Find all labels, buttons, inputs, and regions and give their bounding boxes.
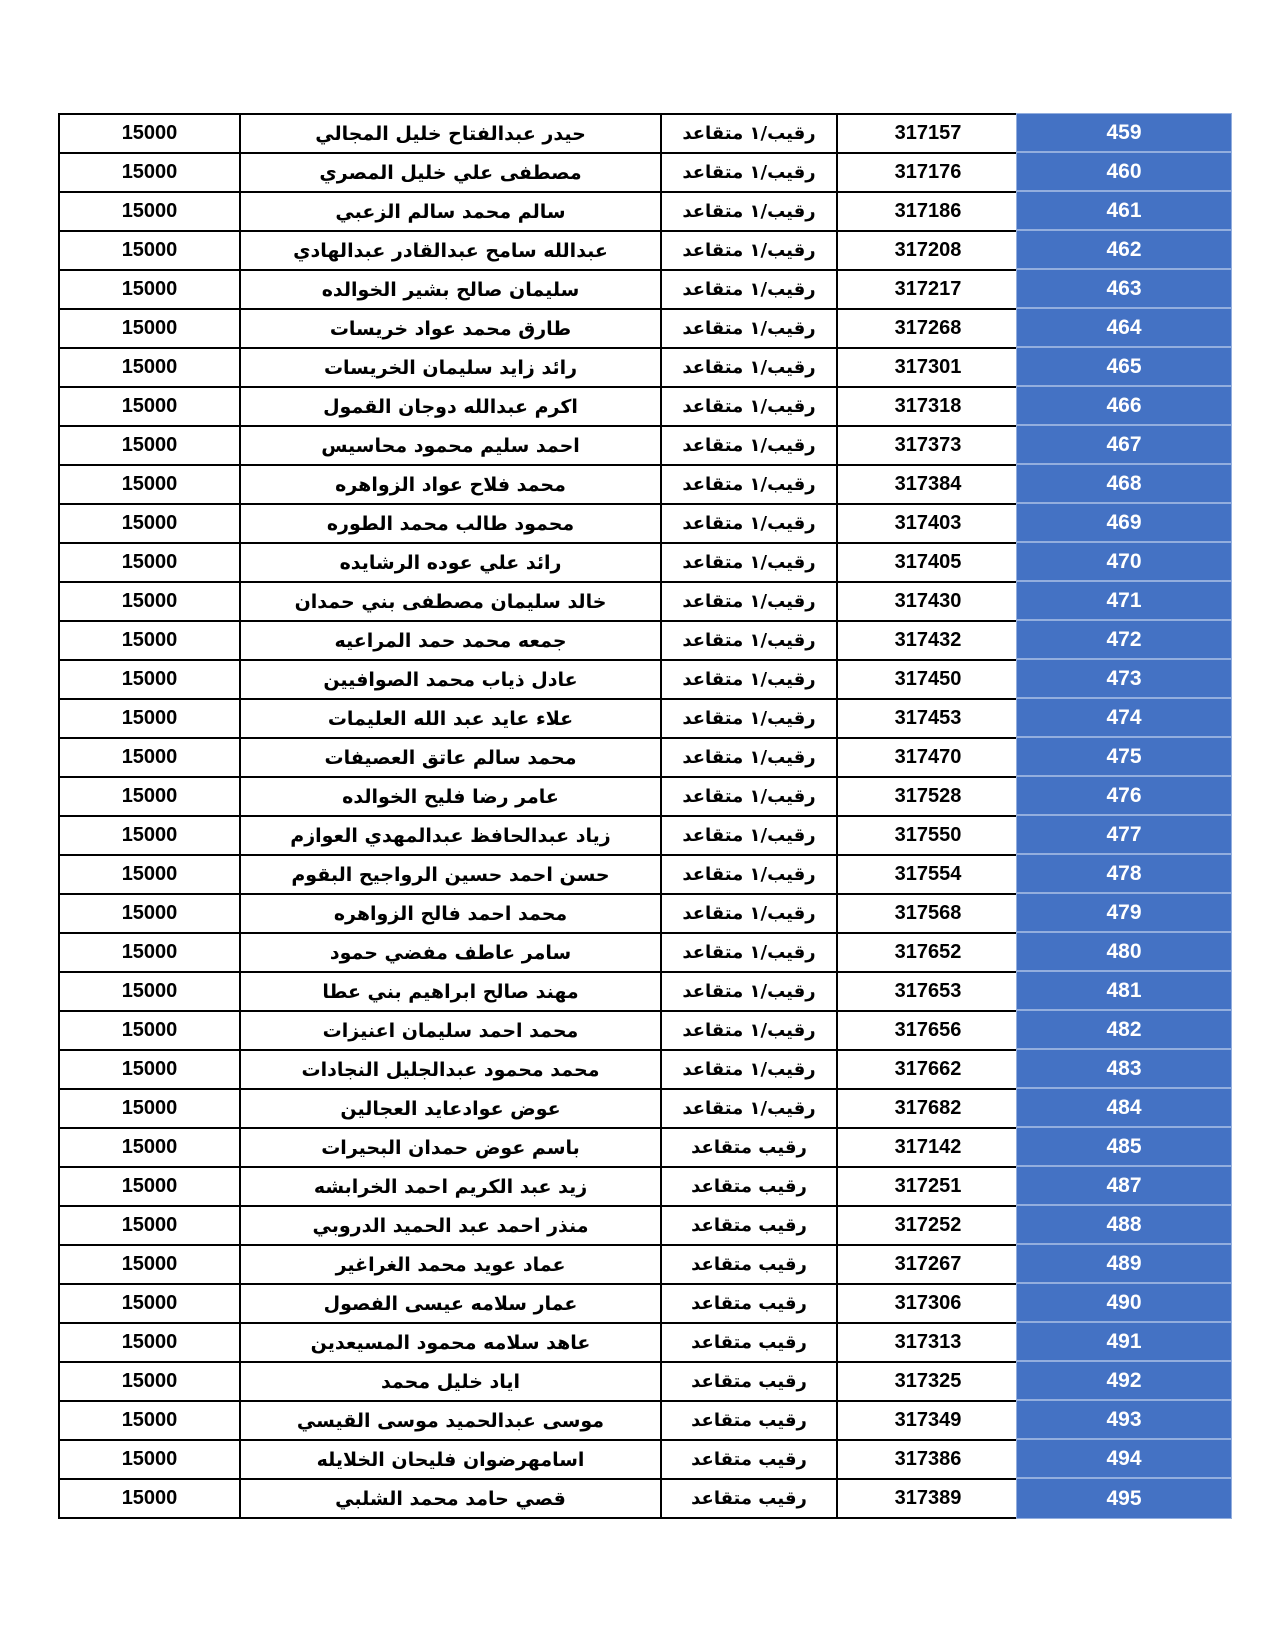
- rank-cell: رقيب متقاعد: [661, 1206, 837, 1245]
- index-cell: 474: [1017, 699, 1231, 738]
- amount-cell: 15000: [59, 1245, 240, 1284]
- name-cell: سامر عاطف مفضي حمود: [240, 933, 661, 972]
- index-cell: 472: [1017, 621, 1231, 660]
- amount-cell: 15000: [59, 582, 240, 621]
- index-cell: 485: [1017, 1128, 1231, 1167]
- table-row: [59, 972, 1019, 1011]
- table-row: [59, 309, 1019, 348]
- rank-cell: رقيب/١ متقاعد: [661, 855, 837, 894]
- index-cell: 483: [1017, 1050, 1231, 1089]
- index-column: [1016, 113, 1232, 1519]
- name-cell: اكرم عبدالله دوجان القمول: [240, 387, 661, 426]
- name-cell: محمد احمد فالح الزواهره: [240, 894, 661, 933]
- amount-cell: 15000: [59, 348, 240, 387]
- amount-cell: 15000: [59, 504, 240, 543]
- name-cell: مصطفى علي خليل المصري: [240, 153, 661, 192]
- index-cell: 489: [1017, 1245, 1231, 1284]
- serial-cell: 317157: [837, 114, 1019, 153]
- amount-cell: 15000: [59, 660, 240, 699]
- name-cell: مهند صالح ابراهيم بني عطا: [240, 972, 661, 1011]
- amount-cell: 15000: [59, 153, 240, 192]
- name-cell: باسم عوض حمدان البحيرات: [240, 1128, 661, 1167]
- serial-cell: 317268: [837, 309, 1019, 348]
- serial-cell: 317318: [837, 387, 1019, 426]
- table-row: [59, 1323, 1019, 1362]
- table-row: [59, 192, 1019, 231]
- rank-cell: رقيب/١ متقاعد: [661, 114, 837, 153]
- amount-cell: 15000: [59, 1479, 240, 1518]
- rank-cell: رقيب/١ متقاعد: [661, 465, 837, 504]
- table-row: [59, 465, 1019, 504]
- index-cell: 494: [1017, 1440, 1231, 1479]
- serial-cell: 317325: [837, 1362, 1019, 1401]
- table-row: [59, 114, 1019, 153]
- amount-cell: 15000: [59, 231, 240, 270]
- table-row: [59, 387, 1019, 426]
- amount-cell: 15000: [59, 114, 240, 153]
- amount-cell: 15000: [59, 1167, 240, 1206]
- index-cell: 488: [1017, 1206, 1231, 1245]
- rank-cell: رقيب/١ متقاعد: [661, 1011, 837, 1050]
- rank-cell: رقيب/١ متقاعد: [661, 699, 837, 738]
- amount-cell: 15000: [59, 972, 240, 1011]
- serial-cell: 317528: [837, 777, 1019, 816]
- rank-cell: رقيب متقاعد: [661, 1440, 837, 1479]
- amount-cell: 15000: [59, 621, 240, 660]
- table-row: [59, 1479, 1019, 1518]
- serial-cell: 317568: [837, 894, 1019, 933]
- serial-cell: 317251: [837, 1167, 1019, 1206]
- amount-cell: 15000: [59, 387, 240, 426]
- index-cell: 477: [1017, 816, 1231, 855]
- index-cell: 478: [1017, 855, 1231, 894]
- serial-cell: 317652: [837, 933, 1019, 972]
- rank-cell: رقيب متقاعد: [661, 1362, 837, 1401]
- table-row: [59, 621, 1019, 660]
- index-cell: 482: [1017, 1011, 1231, 1050]
- name-cell: زيد عبد الكريم احمد الخرابشه: [240, 1167, 661, 1206]
- amount-cell: 15000: [59, 1440, 240, 1479]
- index-cell: 463: [1017, 270, 1231, 309]
- rank-cell: رقيب/١ متقاعد: [661, 153, 837, 192]
- name-cell: عمار سلامه عيسى الفصول: [240, 1284, 661, 1323]
- table-row: [59, 660, 1019, 699]
- index-cell: 465: [1017, 348, 1231, 387]
- table-row: [59, 153, 1019, 192]
- index-cell: 479: [1017, 894, 1231, 933]
- name-cell: احمد سليم محمود محاسيس: [240, 426, 661, 465]
- serial-cell: 317186: [837, 192, 1019, 231]
- serial-cell: 317349: [837, 1401, 1019, 1440]
- serial-cell: 317373: [837, 426, 1019, 465]
- serial-cell: 317450: [837, 660, 1019, 699]
- index-cell: 480: [1017, 933, 1231, 972]
- index-cell: 466: [1017, 387, 1231, 426]
- serial-cell: 317405: [837, 543, 1019, 582]
- rank-cell: رقيب/١ متقاعد: [661, 309, 837, 348]
- table-row: [59, 231, 1019, 270]
- name-cell: منذر احمد عبد الحميد الدروبي: [240, 1206, 661, 1245]
- index-cell: 470: [1017, 543, 1231, 582]
- serial-cell: 317386: [837, 1440, 1019, 1479]
- index-cell: 459: [1017, 114, 1231, 153]
- index-cell: 464: [1017, 309, 1231, 348]
- table-row: [59, 1089, 1019, 1128]
- table-row: [59, 1362, 1019, 1401]
- amount-cell: 15000: [59, 1206, 240, 1245]
- serial-cell: 317430: [837, 582, 1019, 621]
- index-cell: 484: [1017, 1089, 1231, 1128]
- table-row: [59, 777, 1019, 816]
- amount-cell: 15000: [59, 816, 240, 855]
- table-row: [59, 699, 1019, 738]
- rank-cell: رقيب متقاعد: [661, 1128, 837, 1167]
- table-row: [59, 1011, 1019, 1050]
- name-cell: موسى عبدالحميد موسى القيسي: [240, 1401, 661, 1440]
- rank-cell: رقيب/١ متقاعد: [661, 348, 837, 387]
- rank-cell: رقيب/١ متقاعد: [661, 1089, 837, 1128]
- index-cell: 461: [1017, 192, 1231, 231]
- serial-cell: 317252: [837, 1206, 1019, 1245]
- rank-cell: رقيب متقاعد: [661, 1245, 837, 1284]
- serial-cell: 317653: [837, 972, 1019, 1011]
- rank-cell: رقيب/١ متقاعد: [661, 504, 837, 543]
- index-cell: 481: [1017, 972, 1231, 1011]
- rank-cell: رقيب/١ متقاعد: [661, 192, 837, 231]
- amount-cell: 15000: [59, 543, 240, 582]
- index-cell: 492: [1017, 1362, 1231, 1401]
- serial-cell: 317662: [837, 1050, 1019, 1089]
- rank-cell: رقيب/١ متقاعد: [661, 426, 837, 465]
- table-row: [59, 504, 1019, 543]
- index-cell: 460: [1017, 153, 1231, 192]
- amount-cell: 15000: [59, 1011, 240, 1050]
- index-cell: 469: [1017, 504, 1231, 543]
- rank-cell: رقيب متقاعد: [661, 1167, 837, 1206]
- serial-cell: 317142: [837, 1128, 1019, 1167]
- name-cell: جمعه محمد حمد المراعيه: [240, 621, 661, 660]
- name-cell: اياد خليل محمد: [240, 1362, 661, 1401]
- amount-cell: 15000: [59, 1401, 240, 1440]
- name-cell: حيدر عبدالفتاح خليل المجالي: [240, 114, 661, 153]
- rank-cell: رقيب/١ متقاعد: [661, 270, 837, 309]
- index-cell: 476: [1017, 777, 1231, 816]
- rank-cell: رقيب/١ متقاعد: [661, 1050, 837, 1089]
- table-row: [59, 1401, 1019, 1440]
- name-cell: عاهد سلامه محمود المسيعدين: [240, 1323, 661, 1362]
- amount-cell: 15000: [59, 426, 240, 465]
- index-cell: 467: [1017, 426, 1231, 465]
- serial-cell: 317682: [837, 1089, 1019, 1128]
- name-cell: زياد عبدالحافظ عبدالمهدي العوازم: [240, 816, 661, 855]
- amount-cell: 15000: [59, 1323, 240, 1362]
- name-cell: رائد زايد سليمان الخريسات: [240, 348, 661, 387]
- amount-cell: 15000: [59, 465, 240, 504]
- index-cell: 490: [1017, 1284, 1231, 1323]
- serial-cell: 317384: [837, 465, 1019, 504]
- name-cell: محمود طالب محمد الطوره: [240, 504, 661, 543]
- amount-cell: 15000: [59, 894, 240, 933]
- serial-cell: 317389: [837, 1479, 1019, 1518]
- rank-cell: رقيب متقاعد: [661, 1284, 837, 1323]
- table-row: [59, 1284, 1019, 1323]
- name-cell: سالم محمد سالم الزعبي: [240, 192, 661, 231]
- amount-cell: 15000: [59, 1362, 240, 1401]
- index-cell: 471: [1017, 582, 1231, 621]
- table-row: [59, 894, 1019, 933]
- rank-cell: رقيب/١ متقاعد: [661, 543, 837, 582]
- index-cell: 493: [1017, 1401, 1231, 1440]
- serial-cell: 317554: [837, 855, 1019, 894]
- serial-cell: 317313: [837, 1323, 1019, 1362]
- records-table: [58, 113, 1020, 1519]
- rank-cell: رقيب/١ متقاعد: [661, 660, 837, 699]
- rank-cell: رقيب/١ متقاعد: [661, 816, 837, 855]
- rank-cell: رقيب متقاعد: [661, 1323, 837, 1362]
- table-row: [59, 348, 1019, 387]
- table-row: [59, 816, 1019, 855]
- index-cell: 473: [1017, 660, 1231, 699]
- table-row: [59, 1050, 1019, 1089]
- name-cell: حسن احمد حسين الرواجيح البقوم: [240, 855, 661, 894]
- serial-cell: 317176: [837, 153, 1019, 192]
- name-cell: عامر رضا فليح الخوالده: [240, 777, 661, 816]
- table-row: [59, 543, 1019, 582]
- name-cell: عادل ذياب محمد الصوافيين: [240, 660, 661, 699]
- amount-cell: 15000: [59, 777, 240, 816]
- index-cell: 468: [1017, 465, 1231, 504]
- amount-cell: 15000: [59, 192, 240, 231]
- table-row: [59, 1167, 1019, 1206]
- rank-cell: رقيب/١ متقاعد: [661, 933, 837, 972]
- rank-cell: رقيب/١ متقاعد: [661, 387, 837, 426]
- name-cell: خالد سليمان مصطفى بني حمدان: [240, 582, 661, 621]
- serial-cell: 317301: [837, 348, 1019, 387]
- records-table-body: [59, 114, 1019, 1518]
- index-cell: 462: [1017, 231, 1231, 270]
- rank-cell: رقيب متقاعد: [661, 1401, 837, 1440]
- serial-cell: 317208: [837, 231, 1019, 270]
- name-cell: رائد علي عوده الرشايده: [240, 543, 661, 582]
- amount-cell: 15000: [59, 933, 240, 972]
- index-cell: 475: [1017, 738, 1231, 777]
- table-row: [59, 855, 1019, 894]
- index-cell: 487: [1017, 1167, 1231, 1206]
- rank-cell: رقيب/١ متقاعد: [661, 621, 837, 660]
- serial-cell: 317656: [837, 1011, 1019, 1050]
- amount-cell: 15000: [59, 270, 240, 309]
- serial-cell: 317470: [837, 738, 1019, 777]
- serial-cell: 317432: [837, 621, 1019, 660]
- name-cell: عبدالله سامح عبدالقادر عبدالهادي: [240, 231, 661, 270]
- rank-cell: رقيب/١ متقاعد: [661, 972, 837, 1011]
- amount-cell: 15000: [59, 1284, 240, 1323]
- table-row: [59, 1128, 1019, 1167]
- table-row: [59, 1440, 1019, 1479]
- amount-cell: 15000: [59, 1050, 240, 1089]
- name-cell: محمد احمد سليمان اعنيزات: [240, 1011, 661, 1050]
- table-row: [59, 582, 1019, 621]
- name-cell: محمد فلاح عواد الزواهره: [240, 465, 661, 504]
- table-row: [59, 738, 1019, 777]
- serial-cell: 317217: [837, 270, 1019, 309]
- index-cell: 495: [1017, 1479, 1231, 1518]
- serial-cell: 317550: [837, 816, 1019, 855]
- name-cell: محمد محمود عبدالجليل النجادات: [240, 1050, 661, 1089]
- rank-cell: رقيب/١ متقاعد: [661, 894, 837, 933]
- amount-cell: 15000: [59, 738, 240, 777]
- serial-cell: 317453: [837, 699, 1019, 738]
- table-row: [59, 426, 1019, 465]
- amount-cell: 15000: [59, 855, 240, 894]
- serial-cell: 317403: [837, 504, 1019, 543]
- amount-cell: 15000: [59, 699, 240, 738]
- rank-cell: رقيب متقاعد: [661, 1479, 837, 1518]
- name-cell: عوض عوادعايد العجالين: [240, 1089, 661, 1128]
- amount-cell: 15000: [59, 1128, 240, 1167]
- name-cell: محمد سالم عاتق العصيفات: [240, 738, 661, 777]
- name-cell: اسامهرضوان فليحان الخلايله: [240, 1440, 661, 1479]
- amount-cell: 15000: [59, 309, 240, 348]
- rank-cell: رقيب/١ متقاعد: [661, 738, 837, 777]
- serial-cell: 317267: [837, 1245, 1019, 1284]
- table-row: [59, 933, 1019, 972]
- table-row: [59, 1206, 1019, 1245]
- name-cell: قصي حامد محمد الشلبي: [240, 1479, 661, 1518]
- rank-cell: رقيب/١ متقاعد: [661, 231, 837, 270]
- index-cell: 491: [1017, 1323, 1231, 1362]
- name-cell: سليمان صالح بشير الخوالده: [240, 270, 661, 309]
- rank-cell: رقيب/١ متقاعد: [661, 777, 837, 816]
- name-cell: عماد عويد محمد الغراغير: [240, 1245, 661, 1284]
- name-cell: علاء عايد عبد الله العليمات: [240, 699, 661, 738]
- rank-cell: رقيب/١ متقاعد: [661, 582, 837, 621]
- amount-cell: 15000: [59, 1089, 240, 1128]
- table-row: [59, 1245, 1019, 1284]
- serial-cell: 317306: [837, 1284, 1019, 1323]
- table-row: [59, 270, 1019, 309]
- name-cell: طارق محمد عواد خريسات: [240, 309, 661, 348]
